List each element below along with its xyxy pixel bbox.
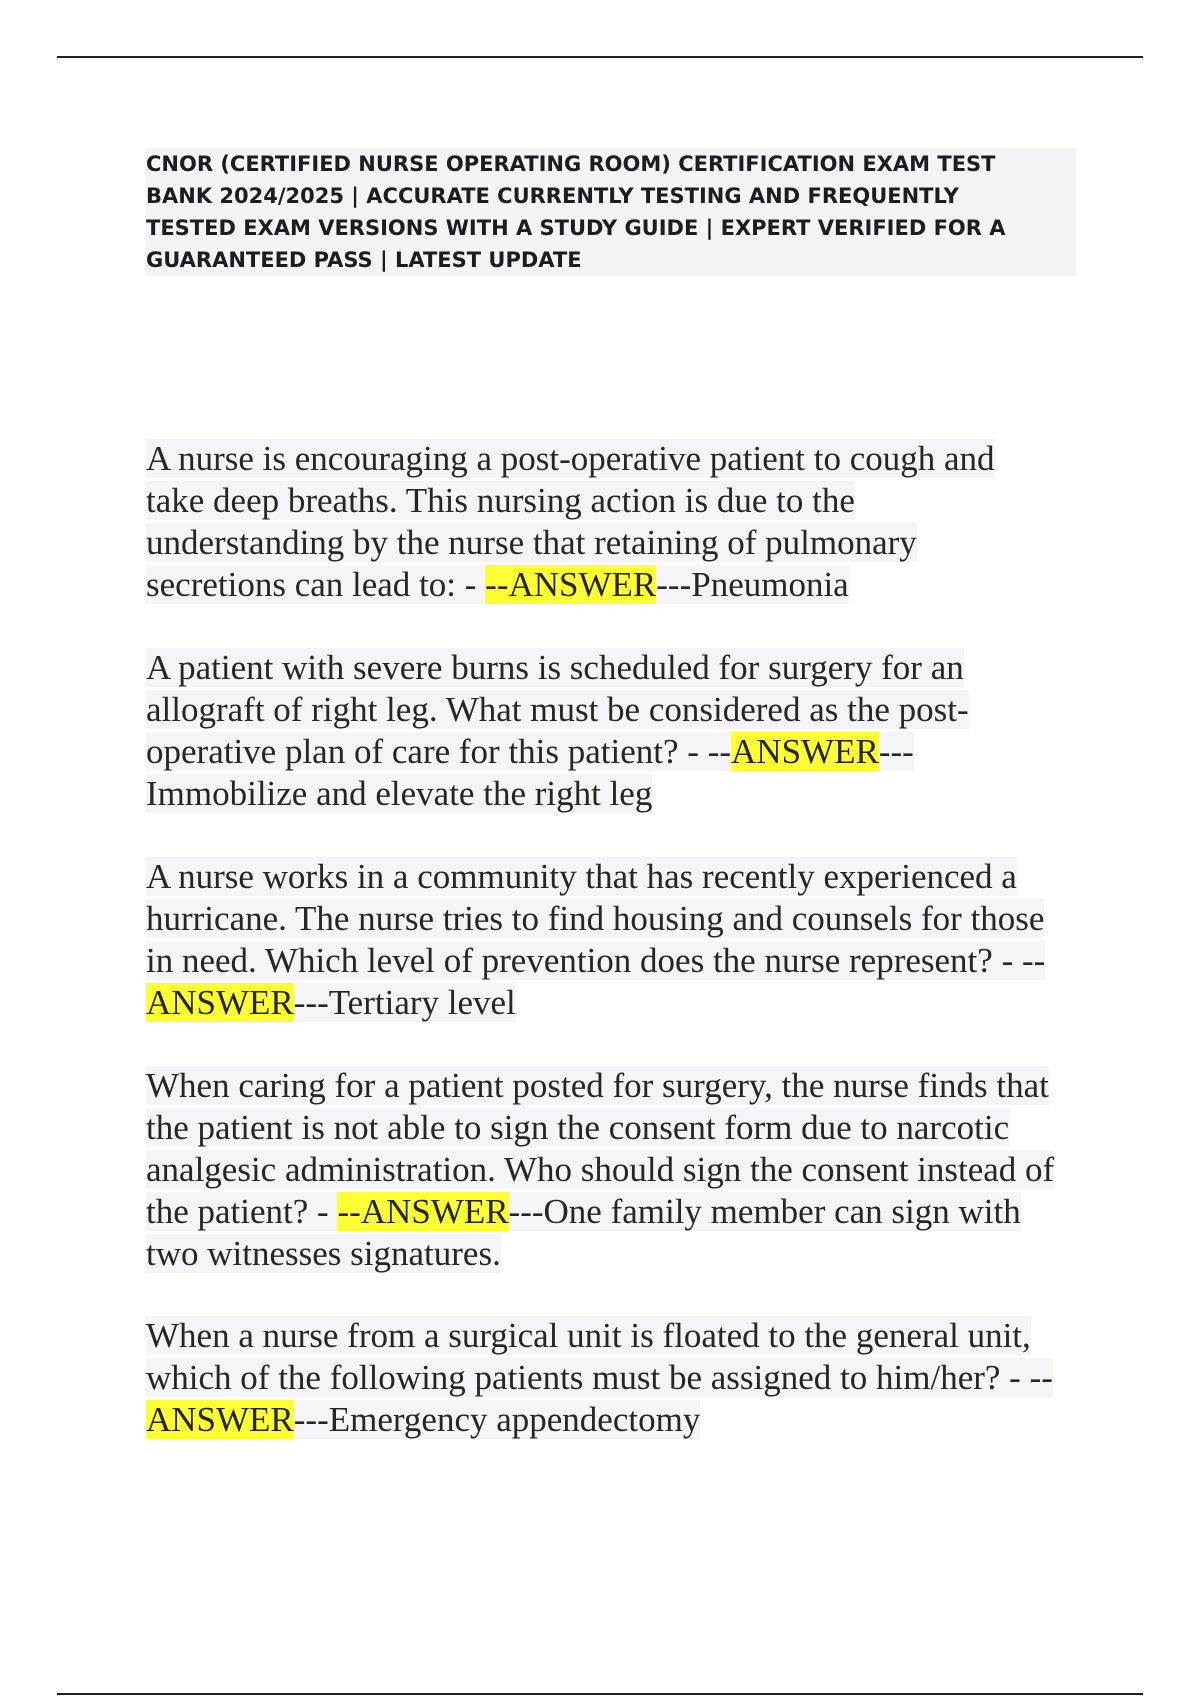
answer-text: ---One family member can sign with [508, 1192, 1021, 1231]
qa-item-1 [146, 438, 1096, 606]
qa-text: operative plan of care for this patient? - -- [146, 732, 732, 771]
title-line: BANK 2024/2025 | ACCURATE CURRENTLY TESTING AND FREQUENTLY [146, 184, 959, 208]
qa-text: When caring for a patient posted for surgery, the nurse finds that [146, 1066, 1049, 1105]
top-divider [57, 56, 1143, 58]
qa-text: in need. Which level of prevention does the nurse represent? - -- [146, 941, 1046, 980]
answer-text: --- [878, 732, 914, 771]
qa-line [146, 1191, 1096, 1233]
qa-line [146, 1149, 1096, 1191]
qa-text: secretions can lead to: - [146, 565, 486, 604]
qa-line [146, 898, 1096, 940]
qa-line [146, 940, 1096, 982]
qa-line [146, 522, 1096, 564]
qa-text: allograft of right leg. What must be considered as the post- [146, 690, 969, 729]
qa-text: When a nurse from a surgical unit is floated to the general unit, [146, 1316, 1031, 1355]
bottom-divider [57, 1693, 1143, 1695]
qa-item-3 [146, 856, 1096, 1024]
qa-line [146, 1233, 1096, 1275]
qa-line [146, 480, 1096, 522]
qa-text: the patient is not able to sign the consent form due to narcotic [146, 1108, 1010, 1147]
qa-item-2 [146, 647, 1096, 815]
qa-text: hurricane. The nurse tries to find housing and counsels for those [146, 899, 1045, 938]
document-title [146, 148, 1076, 276]
qa-text: which of the following patients must be assigned to him/her? - -- [146, 1358, 1053, 1397]
qa-line [146, 773, 1096, 815]
answer-text: Immobilize and elevate the right leg [146, 774, 653, 813]
title-line: CNOR (CERTIFIED NURSE OPERATING ROOM) CERTIFICATION EXAM TEST [146, 152, 996, 176]
qa-line [146, 1399, 1096, 1441]
qa-item-4 [146, 1065, 1096, 1275]
qa-line [146, 647, 1096, 689]
qa-line [146, 1065, 1096, 1107]
title-line: TESTED EXAM VERSIONS WITH A STUDY GUIDE | EXPERT VERIFIED FOR A [146, 216, 1006, 240]
qa-line [146, 731, 1096, 773]
qa-text: analgesic administration. Who should sign the consent instead of [146, 1150, 1055, 1189]
answer-text: two witnesses signatures. [146, 1234, 501, 1273]
answer-text: ---Pneumonia [656, 565, 849, 604]
answer-highlight: --ANSWER [485, 565, 657, 604]
answer-highlight: --ANSWER [337, 1192, 509, 1231]
qa-text: A patient with severe burns is scheduled for surgery for an [146, 648, 964, 687]
answer-text: ---Emergency appendectomy [293, 1400, 701, 1439]
qa-text: understanding by the nurse that retaining of pulmonary [146, 523, 917, 562]
qa-text: the patient? - [146, 1192, 338, 1231]
qa-line [146, 856, 1096, 898]
qa-line [146, 564, 1096, 606]
answer-text: ---Tertiary level [293, 983, 516, 1022]
answer-highlight: ANSWER [146, 983, 294, 1022]
qa-text: take deep breaths. This nursing action is due to the [146, 481, 855, 520]
qa-line [146, 982, 1096, 1024]
title-line: GUARANTEED PASS | LATEST UPDATE [146, 248, 582, 272]
qa-item-5 [146, 1315, 1096, 1441]
qa-line [146, 438, 1096, 480]
qa-text: A nurse is encouraging a post-operative patient to cough and [146, 439, 995, 478]
qa-line [146, 1315, 1096, 1357]
answer-highlight: ANSWER [731, 732, 879, 771]
answer-highlight: ANSWER [146, 1400, 294, 1439]
qa-text: A nurse works in a community that has recently experienced a [146, 857, 1017, 896]
qa-line [146, 1357, 1096, 1399]
qa-line [146, 1107, 1096, 1149]
qa-line [146, 689, 1096, 731]
